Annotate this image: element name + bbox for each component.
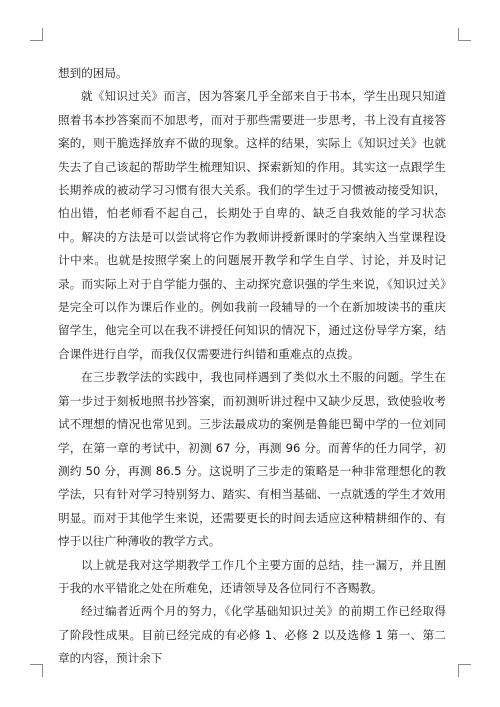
- paragraph: 以上就是我对这学期教学工作几个主要方面的总结，挂一漏万，并且囿于我的水平错讹之处在所难免，还请领导及各位同行不吝赐教。: [58, 557, 446, 595]
- paragraph: 就《知识过关》而言，因为答案几乎全部来自于书本，学生出现只知道照着书本抄答案而不加思考，而对于那些需要进一步思考，书上没有直接答案的，则干脆选择放弃不做的现象。这样的结果，实际上《知识过关》也就失去了自己该起的帮助学生梳理知识、探索新知的作用。其实这一点跟学生长期养成的被动学习习惯有很大关系。我们的学生过于习惯被动接受知识，怕出错，怕老师看不起自己，长期处于自卑的、缺乏自我效能的学习状态中。解决的方法是可以尝试将它作为教师讲授新课时的学案纳入当堂课程设计中来。也就是按照学案上的问题展开教学和学生自学、讨论，并及时记录。而实际上对于自学能力强的、主动探究意识强的学生来说，《知识过关》是完全可以作为课后作业的。例如我前一段辅导的一个在新加坡读书的重庆留学生，他完全可以在我不讲授任何知识的情况下，通过这份导学方案，结合课件进行自学，而我仅仅需要进行纠错和重难点的点拨。: [58, 89, 446, 361]
- crop-mark-top-right: [458, 28, 471, 41]
- paragraph: 经过编者近两个月的努力，《化学基础知识过关》的前期工作已经取得了阶段性成果。目前已经完成的有必修 1、必修 2 以及选修 1 第一、第二章的内容，预计余下: [58, 604, 446, 666]
- paragraph: 在三步教学法的实践中，我也同样遇到了类似水土不服的问题。学生在第一步过于刻板地照书抄答案，而初测听讲过程中又缺少反思，致使验收考试不理想的情况也常见到。三步法最成功的案例是鲁能巴蜀中学的一位刘同学，在第一章的考试中，初测 67 分，再测 96 分。而菁华的任力同学，初测约 50 分，再测 86.5 分。这说明了三步走的策略是一种非常理想化的教学法，只有针对学习特别努力、踏实、有相当基础、一点就透的学生才效用明显。而对于其他学生来说，还需要更长的时间去适应这种精耕细作的、有悖于以往广种薄收的教学方式。: [58, 370, 446, 549]
- crop-mark-bottom-right: [458, 664, 471, 677]
- paragraph-continuation: 想到的困局。: [58, 66, 128, 80]
- document-body: [58, 62, 446, 671]
- crop-mark-top-left: [30, 28, 43, 41]
- crop-mark-bottom-left: [30, 664, 43, 677]
